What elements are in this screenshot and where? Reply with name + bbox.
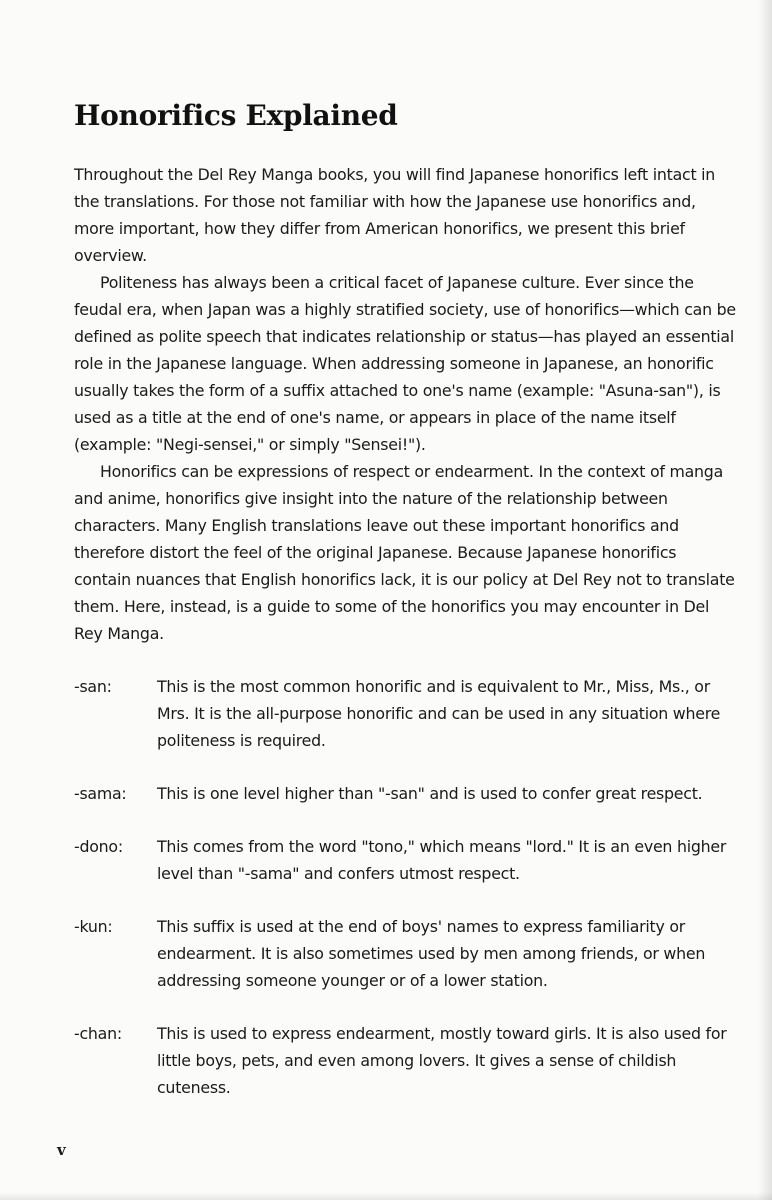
definition-text: This is one level higher than "-san" and is used to confer great respect. [157,784,703,803]
respect-paragraph: Honorifics can be expressions of respect or endearment. In the context of manga and anime, honorifics give insight into the nature of the relationship between characters. Many English translations leave out these important honorifics and therefore distort the feel of the original Japanese. Because Japanese honorifics contain nuances that English honorifics lack, it is our policy at Del Rey not to translate them. Here, instead, is a guide to some of the honorifics you may encounter in Del Rey Manga. [74,462,735,643]
term-label: -chan: [74,1024,122,1043]
page-title: Honorifics Explained [74,99,398,132]
page-edge-shadow [758,0,772,1200]
definition-san [74,673,736,754]
page-number: v [57,1141,66,1159]
politeness-paragraph: Politeness has always been a critical facet of Japanese culture. Ever since the feudal era, when Japan was a highly stratified society, use of honorifics—which can be defined as polite speech that indicates relationship or status—has played an essential role in the Japanese language. When addressing someone in Japanese, an honorific usually takes the form of a suffix attached to one's name (example: "Asuna-san"), is used as a title at the end of one's name, or appears in place of the name itself (example: "Negi-sensei," or simply "Sensei!"). [74,273,736,454]
term-label: -sama: [74,784,127,803]
definition-dono [74,833,736,887]
term-label: -kun: [74,917,113,936]
definition-chan [74,1020,736,1101]
definition-sama [74,780,736,807]
intro-paragraph: Throughout the Del Rey Manga books, you will find Japanese honorifics left intact in the translations. For those not familiar with how the Japanese use honorifics and, more important, how they differ from American honorifics, we present this brief overview. [74,165,716,265]
honorific-definitions [74,673,736,1101]
definition-text: This suffix is used at the end of boys' names to express familiarity or endearment. It is also sometimes used by men among friends, or when addressing someone younger or of a lower station. [157,917,706,990]
definition-text: This is the most common honorific and is equivalent to Mr., Miss, Ms., or Mrs. It is the all-purpose honorific and can be used in any situation where politeness is required. [157,677,721,750]
body-text [74,161,736,1127]
definition-text: This comes from the word "tono," which means "lord." It is an even higher level than "-sama" and confers utmost respect. [157,837,727,883]
term-label: -san: [74,677,112,696]
term-label: -dono: [74,837,123,856]
definition-text: This is used to express endearment, mostly toward girls. It is also used for little boys, pets, and even among lovers. It gives a sense of childish cuteness. [157,1024,727,1097]
definition-kun [74,913,736,994]
page-bottom-shadow [0,1192,772,1200]
